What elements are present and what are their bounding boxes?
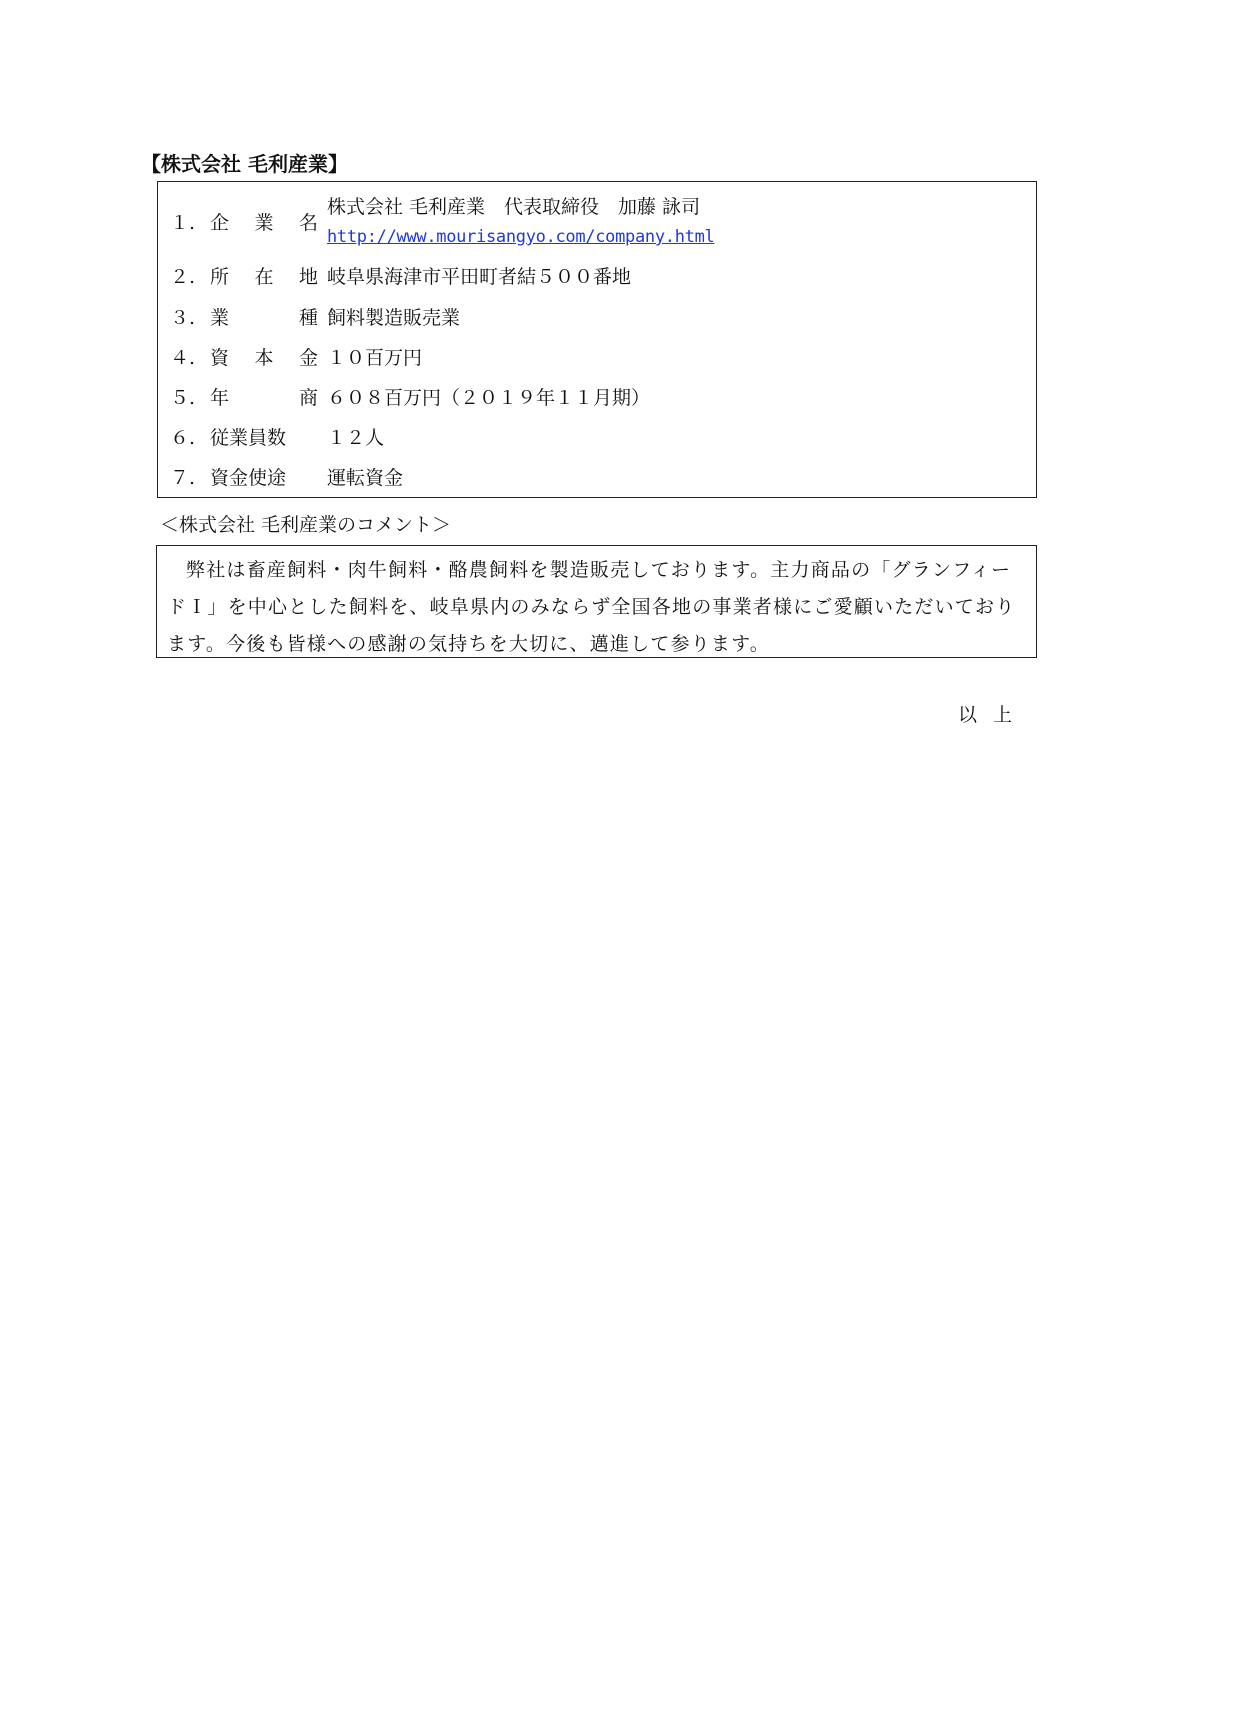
row-value: １０百万円 (327, 347, 423, 369)
row-label (210, 425, 318, 451)
row-label (210, 210, 318, 236)
row-value: 飼料製造販売業 (327, 307, 461, 329)
row-label (210, 345, 318, 371)
label-char: 名 (298, 212, 318, 234)
label-char: 年 (210, 387, 230, 409)
row-label (210, 305, 318, 331)
label-char: 所 (210, 266, 230, 288)
comment-box (156, 545, 1037, 658)
row-value: 岐阜県海津市平田町者結５００番地 (327, 266, 632, 288)
row-number: ４. (170, 347, 196, 369)
label-char: 在 (254, 266, 274, 288)
label-char: 商 (298, 387, 318, 409)
row-value: ６０８百万円（２０１９年１１月期） (327, 387, 651, 409)
label-text: 資金使途 (210, 467, 287, 489)
row-number: １. (170, 212, 196, 234)
row-number: ５. (170, 387, 196, 409)
label-char: 金 (298, 347, 318, 369)
label-char: 地 (298, 266, 318, 288)
label-text: 従業員数 (210, 427, 287, 449)
label-char: 資 (210, 347, 230, 369)
company-info-table (157, 181, 1037, 498)
row-number: ３. (170, 307, 196, 329)
label-char: 本 (254, 347, 274, 369)
row-label (210, 264, 318, 290)
label-char: 種 (298, 307, 318, 329)
row-number: ６. (170, 427, 196, 449)
row-label (210, 465, 318, 491)
row-number: ２. (170, 266, 196, 288)
label-char: 企 (210, 212, 230, 234)
row-value: １２人 (327, 427, 385, 449)
comment-title: ＜株式会社 毛利産業のコメント＞ (160, 514, 452, 536)
row-label (210, 385, 318, 411)
comment-body: 弊社は畜産飼料・肉牛飼料・酪農飼料を製造販売しております。主力商品の「グランフィードＩ」を中心とした飼料を、岐阜県内のみならず全国各地の事業者様にご愛顧いただいております。今後も皆様への感謝の気持ちを大切に、邁進して参ります。 (167, 559, 1016, 655)
row-value (327, 194, 714, 250)
closing-text: 以上 (958, 704, 1029, 726)
label-char: 業 (254, 212, 274, 234)
company-heading: 【株式会社 毛利産業】 (141, 152, 348, 176)
row-number: ７. (170, 467, 196, 489)
row-value: 運転資金 (327, 467, 404, 489)
label-char: 業 (210, 307, 230, 329)
company-name-value: 株式会社 毛利産業 代表取締役 加藤 詠司 (327, 196, 701, 218)
company-url-link[interactable]: http://www.mourisangyo.com/company.html (327, 227, 715, 247)
